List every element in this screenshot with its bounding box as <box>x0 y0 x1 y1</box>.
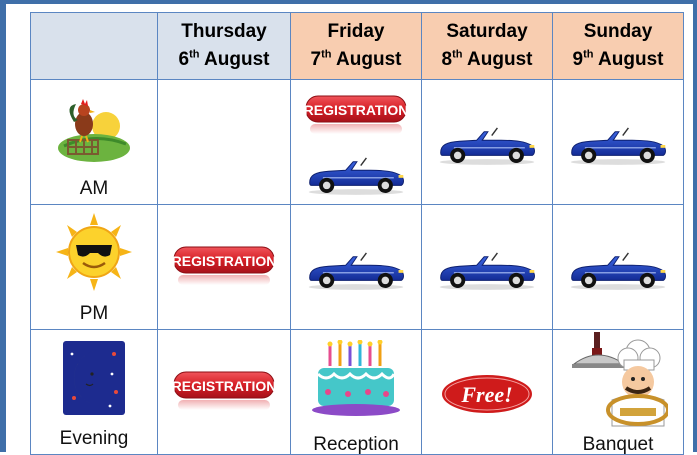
cell-sat-pm <box>422 205 553 330</box>
reception-caption: Reception <box>313 434 399 455</box>
day-name: Sunday <box>583 21 653 42</box>
schedule-table <box>30 12 684 455</box>
row-am <box>31 80 684 205</box>
row-label-pm <box>31 205 158 330</box>
svg-text:REGISTRATION: REGISTRATION <box>172 253 276 269</box>
cell-sun-am <box>553 80 684 205</box>
svg-text:REGISTRATION: REGISTRATION <box>304 102 408 118</box>
row-pm <box>31 205 684 330</box>
header-row <box>31 13 684 80</box>
day-date: 6th August <box>178 48 270 70</box>
banquet-caption: Banquet <box>582 434 654 455</box>
convertible-car-icon <box>566 124 670 166</box>
day-name: Friday <box>327 21 385 42</box>
header-corner <box>31 13 158 80</box>
cell-sun-evening <box>553 330 684 455</box>
day-date: 7th August <box>310 48 402 70</box>
moon-stars-icon <box>62 340 126 416</box>
cell-sat-evening <box>422 330 553 455</box>
rooster-farm-icon <box>54 88 134 168</box>
convertible-car-icon <box>304 249 408 291</box>
svg-text:Free!: Free! <box>461 382 513 407</box>
registration-badge <box>304 94 408 138</box>
cell-fri-pm <box>291 205 422 330</box>
row-label-text: Evening <box>59 428 129 449</box>
day-date: 9th August <box>572 48 664 70</box>
sun-sunglasses-icon <box>54 211 134 293</box>
svg-text:REGISTRATION: REGISTRATION <box>172 378 276 394</box>
free-badge <box>439 372 535 416</box>
schedule-panel <box>6 4 693 455</box>
day-name: Thursday <box>181 21 267 42</box>
cell-fri-am <box>291 80 422 205</box>
cell-thu-evening <box>158 330 291 455</box>
cell-thu-pm <box>158 205 291 330</box>
header-saturday <box>422 13 553 80</box>
convertible-car-icon <box>435 249 539 291</box>
cell-thu-am <box>158 80 291 205</box>
registration-badge <box>172 245 276 289</box>
day-date: 8th August <box>441 48 533 70</box>
header-thursday <box>158 13 291 80</box>
convertible-car-icon <box>435 124 539 166</box>
cell-sat-am <box>422 80 553 205</box>
header-sunday <box>553 13 684 80</box>
chef-platter-icon <box>568 330 668 428</box>
row-label-text: AM <box>79 178 109 199</box>
header-friday <box>291 13 422 80</box>
row-label-text: PM <box>79 303 109 324</box>
convertible-car-icon <box>304 154 408 196</box>
row-evening <box>31 330 684 455</box>
birthday-cake-icon <box>308 340 404 420</box>
convertible-car-icon <box>566 249 670 291</box>
row-label-am <box>31 80 158 205</box>
registration-badge <box>172 370 276 414</box>
cell-fri-evening <box>291 330 422 455</box>
day-name: Saturday <box>446 21 528 42</box>
cell-sun-pm <box>553 205 684 330</box>
row-label-evening <box>31 330 158 455</box>
